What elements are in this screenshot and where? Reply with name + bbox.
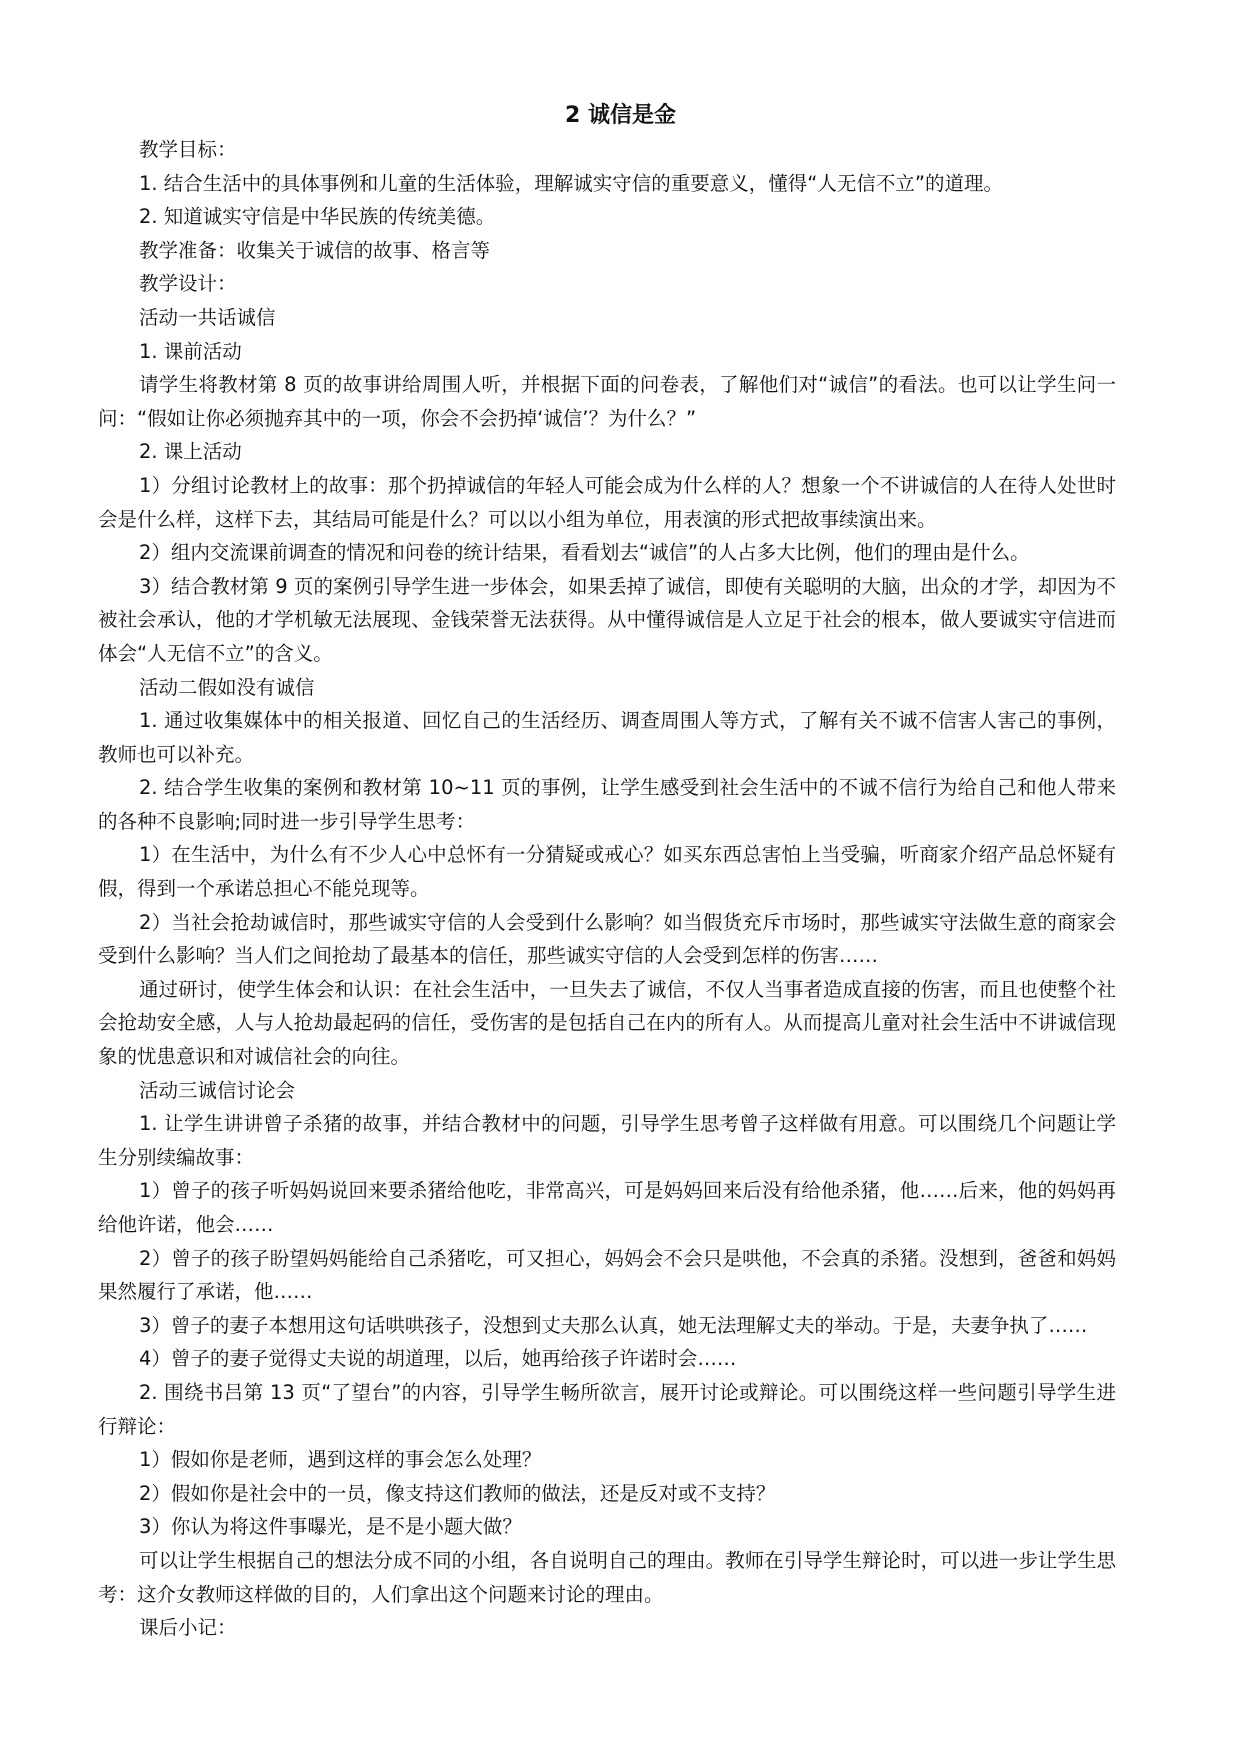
paragraph: 通过研讨，使学生体会和认识：在社会生活中，一旦失去了诚信，不仅人当事者造成直接的伤害，而且也使整个社会抢劫安全感，人与人抢劫最起码的信任，受伤害的是包括自己在内的所有人。从而提高儿童对社会生活中不讲诚信现象的忧患意识和对诚信社会的向往。 <box>98 977 1116 1069</box>
section-heading: 活动二假如没有诚信 <box>139 675 315 699</box>
paragraph: 2）假如你是社会中的一员，像支持这们教师的做法，还是反对或不支持？ <box>139 1481 776 1505</box>
paragraph: 1）在生活中，为什么有不少人心中总怀有一分猜疑或戒心？如买东西总害怕上当受骗，听商家介绍产品总怀疑有假，得到一个承诺总担心不能兑现等。 <box>98 843 1116 901</box>
document-body <box>98 133 1116 1645</box>
paragraph: 可以让学生根据自己的想法分成不同的小组，各自说明自己的理由。教师在引导学生辩论时，可以进一步让学生思考：这介女教师这样做的目的，人们拿出这个问题来讨论的理由。 <box>98 1548 1116 1606</box>
paragraph: 2）曾子的孩子盼望妈妈能给自己杀猪吃，可又担心，妈妈会不会只是哄他，不会真的杀猪。没想到，爸爸和妈妈果然履行了承诺，他…… <box>98 1246 1116 1304</box>
paragraph: 1）分组讨论教材上的故事：那个扔掉诚信的年轻人可能会成为什么样的人？想象一个不讲诚信的人在待人处世时会是什么样，这样下去，其结局可能是什么？可以以小组为单位，用表演的形式把故事续演出来。 <box>98 473 1116 531</box>
paragraph: 1. 课前活动 <box>139 339 242 363</box>
paragraph: 1. 结合生活中的具体事例和儿童的生活体验，理解诚实守信的重要意义，懂得“人无信不立”的道理。 <box>139 171 1004 195</box>
paragraph: 3）你认为将这件事曝光，是不是小题大做？ <box>139 1515 522 1539</box>
section-heading: 活动三诚信讨论会 <box>139 1078 296 1102</box>
paragraph: 2. 结合学生收集的案例和教材第 10~11 页的事例，让学生感受到社会生活中的不诚不信行为给自己和他人带来的各种不良影响;同时进一步引导学生思考： <box>98 776 1116 833</box>
paragraph: 1）假如你是老师，遇到这样的事会怎么处理？ <box>139 1448 542 1472</box>
section-heading: 活动一共话诚信 <box>139 305 276 329</box>
paragraph: 教学设计： <box>139 272 237 296</box>
document-title: 2 诚信是金 <box>565 103 676 128</box>
paragraph: 教学目标： <box>139 138 237 161</box>
paragraph: 2）组内交流课前调查的情况和问卷的统计结果，看看划去“诚信”的人占多大比例，他们的理由是什么。 <box>139 541 1030 565</box>
paragraph: 1）曾子的孩子听妈妈说回来要杀猪给他吃，非常高兴，可是妈妈回来后没有给他杀猪，他……后来，他的妈妈再给他许诺，他会…… <box>98 1179 1116 1236</box>
paragraph: 课后小记： <box>139 1616 237 1640</box>
paragraph: 2. 围绕书吕第 13 页“了望台”的内容，引导学生畅所欲言，展开讨论或辩论。可以围绕这样一些问题引导学生进行辩论： <box>98 1380 1116 1438</box>
paragraph: 教学准备：收集关于诚信的故事、格言等 <box>139 238 491 262</box>
paragraph: 1. 通过收集媒体中的相关报道、回忆自己的生活经历、调查周围人等方式，了解有关不诚不信害人害己的事例，教师也可以补充。 <box>98 709 1116 766</box>
paragraph: 请学生将教材第 8 页的故事讲给周围人听，并根据下面的问卷表，了解他们对“诚信”的看法。也可以让学生问一问：“假如让你必须抛弃其中的一项，你会不会扔掉‘诚信’？为什么？” <box>98 373 1116 430</box>
paragraph: 4）曾子的妻子觉得丈夫说的胡道理，以后，她再给孩子许诺时会…… <box>139 1347 737 1371</box>
paragraph: 3）结合教材第 9 页的案例引导学生进一步体会，如果丢掉了诚信，即使有关聪明的大脑，出众的才学，却因为不被社会承认，他的才学机敏无法展现、金钱荣誉无法获得。从中懂得诚信是人立足于社会的根本，做人要诚实守信进而体会“人无信不立”的含义。 <box>98 574 1116 665</box>
paragraph: 3）曾子的妻子本想用这句话哄哄孩子，没想到丈夫那么认真，她无法理解丈夫的举动。于是，夫妻争执了…… <box>139 1313 1088 1337</box>
paragraph: 2）当社会抢劫诚信时，那些诚实守信的人会受到什么影响？如当假货充斥市场时，那些诚实守法做生意的商家会受到什么影响？当人们之间抢劫了最基本的信任，那些诚实守信的人会受到怎样的伤害…… <box>98 910 1116 968</box>
paragraph: 2. 知道诚实守信是中华民族的传统美德。 <box>139 205 496 229</box>
paragraph: 1. 让学生讲讲曾子杀猪的故事，并结合教材中的问题，引导学生思考曾子这样做有用意。可以围绕几个问题让学生分别续编故事： <box>98 1112 1116 1169</box>
paragraph: 2. 课上活动 <box>139 440 242 464</box>
